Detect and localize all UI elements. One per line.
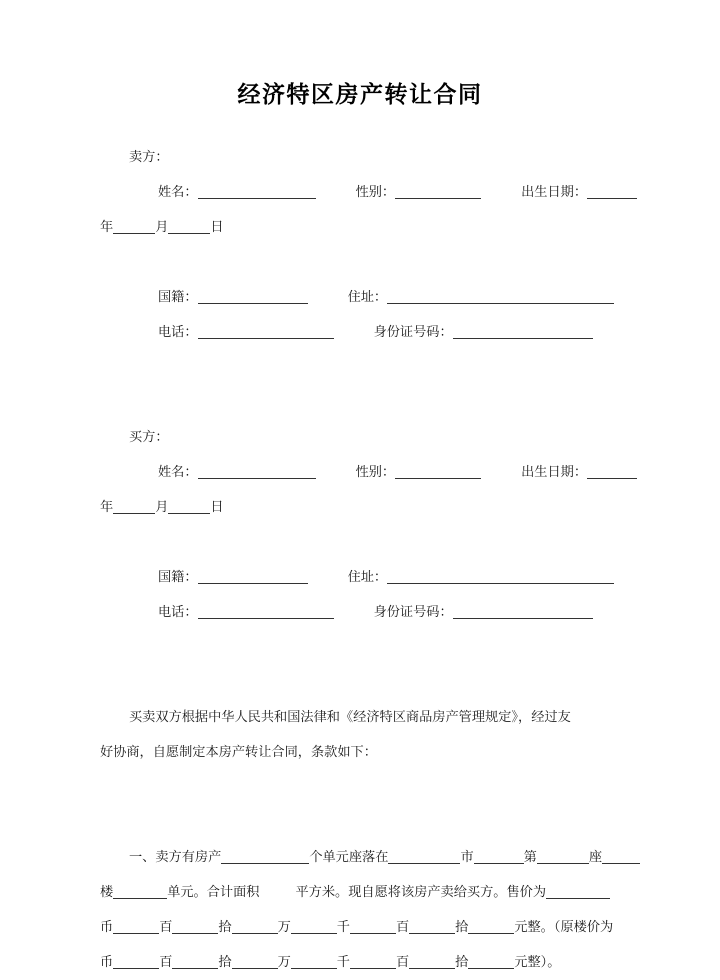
buyer-heading-label: 买方： bbox=[129, 430, 169, 445]
preamble-line-2: 好协商，自愿制定本房产转让合同，条款如下： bbox=[100, 745, 377, 760]
buyer-year-label: 年 bbox=[100, 500, 114, 515]
seller-year-label: 年 bbox=[100, 220, 114, 235]
clause-one-floor-label: 楼 bbox=[100, 885, 114, 900]
clause-one-sale-label: 平方米。现自愿将该房产卖给买方。售价为 bbox=[295, 885, 547, 900]
original-price-ten-million-field[interactable] bbox=[172, 954, 218, 969]
seller-birth-year-field[interactable] bbox=[587, 184, 637, 199]
clause-one-city-label: 市 bbox=[460, 850, 474, 865]
original-price-thousand-label: 千 bbox=[336, 955, 350, 970]
buyer-name-field[interactable] bbox=[198, 464, 316, 479]
price-currency-label: 币 bbox=[100, 920, 114, 935]
seller-contact-row bbox=[100, 315, 620, 350]
clause-one-floor-field[interactable] bbox=[602, 849, 640, 864]
buyer-address-field[interactable] bbox=[387, 569, 614, 584]
seller-nationality-row bbox=[100, 280, 620, 315]
seller-phone-field[interactable] bbox=[198, 324, 334, 339]
price-ten-field[interactable] bbox=[409, 919, 455, 934]
buyer-heading bbox=[100, 420, 620, 455]
original-price-yuan-label: 元整）。 bbox=[514, 955, 561, 970]
clause-one-line-1 bbox=[100, 840, 620, 875]
seller-heading bbox=[100, 140, 620, 175]
clause-one-line-2 bbox=[100, 875, 620, 910]
buyer-gender-label: 性别： bbox=[355, 465, 396, 480]
price-wan-label-1: 万 bbox=[277, 920, 291, 935]
seller-identity-row bbox=[100, 175, 620, 210]
buyer-birthdate-wrap-row bbox=[100, 490, 620, 525]
original-price-ten-label-1: 拾 bbox=[218, 955, 232, 970]
original-price-hundred-field[interactable] bbox=[350, 954, 396, 969]
seller-nationality-field[interactable] bbox=[198, 289, 308, 304]
clause-one-located-label: 个单元座落在 bbox=[309, 850, 389, 865]
buyer-day-label: 日 bbox=[210, 500, 224, 515]
original-price-wan-label: 万 bbox=[277, 955, 291, 970]
original-price-yuan-field[interactable] bbox=[468, 954, 514, 969]
price-hundred-label-1: 百 bbox=[159, 920, 173, 935]
seller-gender-label: 性别： bbox=[355, 185, 396, 200]
seller-address-label: 住址： bbox=[347, 290, 388, 305]
preamble-line-1: 买卖双方根据中华人民共和国法律和《经济特区商品房产管理规定》，经过友 bbox=[129, 710, 571, 725]
seller-address-field[interactable] bbox=[387, 289, 614, 304]
buyer-birth-month-field[interactable] bbox=[113, 499, 155, 514]
clause-one-price-line-2 bbox=[100, 945, 620, 980]
price-thousand-label-1: 千 bbox=[336, 920, 350, 935]
buyer-birthdate-label: 出生日期： bbox=[521, 465, 588, 480]
seller-heading-label: 卖方： bbox=[129, 150, 169, 165]
buyer-phone-label: 电话： bbox=[158, 605, 198, 620]
price-hundred-million-field[interactable] bbox=[113, 919, 159, 934]
clause-one-ordinal-label: 第 bbox=[523, 850, 537, 865]
original-price-million-field[interactable] bbox=[232, 954, 278, 969]
price-ten-label-2: 拾 bbox=[455, 920, 469, 935]
buyer-birth-day-field[interactable] bbox=[168, 499, 210, 514]
seller-birth-month-field[interactable] bbox=[113, 219, 155, 234]
clause-one-intro-label: 一、卖方有房产 bbox=[129, 850, 222, 865]
clause-one-building-label: 座 bbox=[588, 850, 602, 865]
buyer-birth-year-field[interactable] bbox=[587, 464, 637, 479]
clause-one-building-field[interactable] bbox=[537, 849, 589, 864]
buyer-phone-field[interactable] bbox=[198, 604, 334, 619]
original-price-hundred-label-2: 百 bbox=[395, 955, 410, 970]
clause-one-area-label: 单元。合计面积 bbox=[167, 885, 260, 900]
seller-birth-day-field[interactable] bbox=[168, 219, 210, 234]
price-million-field[interactable] bbox=[232, 919, 278, 934]
buyer-nationality-label: 国籍： bbox=[158, 570, 198, 585]
buyer-id-field[interactable] bbox=[453, 604, 593, 619]
buyer-name-label: 姓名： bbox=[158, 465, 198, 480]
page-title: 经济特区房产转让合同 bbox=[237, 82, 483, 108]
original-price-currency-label: 币 bbox=[100, 955, 114, 970]
seller-gender-field[interactable] bbox=[395, 184, 481, 199]
seller-birthdate-label: 出生日期： bbox=[521, 185, 588, 200]
price-yuan-field[interactable] bbox=[468, 919, 514, 934]
buyer-id-label: 身份证号码： bbox=[373, 605, 453, 620]
seller-nationality-label: 国籍： bbox=[158, 290, 198, 305]
seller-name-label: 姓名： bbox=[158, 185, 198, 200]
clause-one-district-field[interactable] bbox=[474, 849, 524, 864]
price-hundred-label-2: 百 bbox=[395, 920, 410, 935]
clause-one-currency-field[interactable] bbox=[546, 884, 610, 899]
buyer-nationality-row bbox=[100, 560, 620, 595]
seller-name-field[interactable] bbox=[198, 184, 316, 199]
document-body bbox=[100, 140, 620, 980]
price-yuan-label: 元整。（原楼价为 bbox=[514, 920, 614, 935]
original-price-ten-field[interactable] bbox=[409, 954, 455, 969]
price-thousand-field[interactable] bbox=[291, 919, 337, 934]
seller-id-field[interactable] bbox=[453, 324, 593, 339]
price-hundred-field[interactable] bbox=[350, 919, 396, 934]
seller-day-label: 日 bbox=[210, 220, 224, 235]
price-ten-label-1: 拾 bbox=[218, 920, 232, 935]
price-ten-million-field[interactable] bbox=[172, 919, 218, 934]
seller-birthdate-wrap-row bbox=[100, 210, 620, 245]
original-price-hundred-label-1: 百 bbox=[159, 955, 173, 970]
buyer-address-label: 住址： bbox=[347, 570, 388, 585]
clause-one-unit-field[interactable] bbox=[113, 884, 167, 899]
buyer-identity-row bbox=[100, 455, 620, 490]
seller-id-label: 身份证号码： bbox=[373, 325, 453, 340]
buyer-month-label: 月 bbox=[155, 500, 169, 515]
original-price-ten-label-2: 拾 bbox=[455, 955, 469, 970]
seller-phone-label: 电话： bbox=[158, 325, 198, 340]
clause-one-city-field[interactable] bbox=[388, 849, 460, 864]
buyer-contact-row bbox=[100, 595, 620, 630]
original-price-thousand-field[interactable] bbox=[291, 954, 337, 969]
buyer-gender-field[interactable] bbox=[395, 464, 481, 479]
original-price-hundred-million-field[interactable] bbox=[113, 954, 159, 969]
seller-month-label: 月 bbox=[155, 220, 169, 235]
clause-one-price-line-1 bbox=[100, 910, 620, 945]
buyer-nationality-field[interactable] bbox=[198, 569, 308, 584]
clause-one-unit-count-field[interactable] bbox=[221, 849, 309, 864]
clause-one-area-field[interactable] bbox=[260, 885, 296, 899]
